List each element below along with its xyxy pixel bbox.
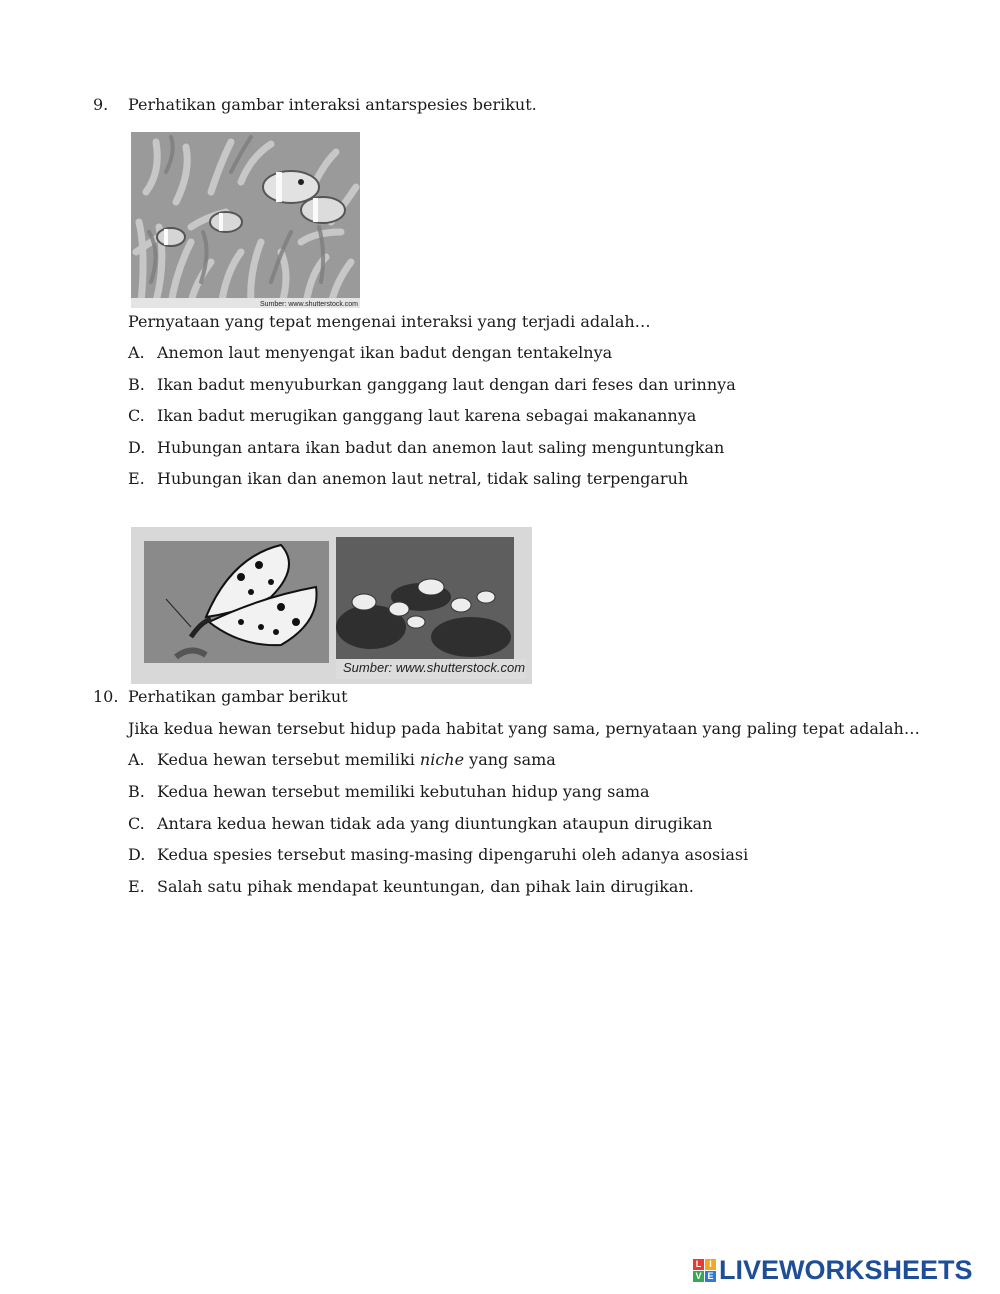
butterfly-termite-photo <box>131 527 532 684</box>
option-letter: E. <box>128 877 145 896</box>
option-text[interactable]: Hubungan ikan dan anemon laut netral, tidak saling terpengaruh <box>157 469 689 488</box>
liveworksheets-logo <box>693 1255 973 1285</box>
option-text[interactable]: Ikan badut merugikan ganggang laut karena sebagai makanannya <box>157 406 697 425</box>
question-prompt: Perhatikan gambar interaksi antarspesies berikut. <box>128 95 537 114</box>
option-text[interactable]: Anemon laut menyengat ikan badut dengan tentakelnya <box>157 343 613 362</box>
question-prompt: Perhatikan gambar berikut <box>128 687 348 706</box>
logo-tile: E <box>705 1271 716 1282</box>
logo-tile: I <box>705 1259 716 1270</box>
question-stem: Jika kedua hewan tersebut hidup pada habitat yang sama, pernyataan yang paling tepat adalah… <box>128 719 920 738</box>
question-number: 9. <box>93 95 109 114</box>
clownfish-anemone-illustration <box>131 132 360 308</box>
logo-tiles <box>693 1259 716 1282</box>
option-letter: C. <box>128 814 145 833</box>
option-letter: D. <box>128 845 146 864</box>
option-text-after: yang sama <box>464 750 556 769</box>
option-letter: A. <box>128 343 145 362</box>
logo-tile: V <box>693 1271 704 1282</box>
option-text[interactable]: Kedua spesies tersebut masing-masing dipengaruhi oleh adanya asosiasi <box>157 845 749 864</box>
option-letter: A. <box>128 750 145 769</box>
question-stem: Pernyataan yang tepat mengenai interaksi yang terjadi adalah… <box>128 312 651 331</box>
option-text[interactable]: Salah satu pihak mendapat keuntungan, dan pihak lain dirugikan. <box>157 877 694 896</box>
logo-text: LIVEWORKSHEETS <box>719 1254 973 1285</box>
option-text[interactable]: Ikan badut menyuburkan ganggang laut dengan dari feses dan urinnya <box>157 375 736 394</box>
option-text[interactable]: Kedua hewan tersebut memiliki kebutuhan hidup yang sama <box>157 782 650 801</box>
option-text[interactable] <box>157 750 556 770</box>
option-text[interactable]: Antara kedua hewan tidak ada yang diuntungkan ataupun dirugikan <box>157 814 713 833</box>
question-number: 10. <box>93 687 119 706</box>
clownfish-anemone-photo <box>131 132 360 308</box>
image-credit: Sumber: www.shutterstock.com <box>259 301 358 308</box>
option-text-italic: niche <box>419 750 465 769</box>
option-letter: B. <box>128 782 145 801</box>
option-text[interactable]: Hubungan antara ikan badut dan anemon laut saling menguntungkan <box>157 438 725 457</box>
option-letter: E. <box>128 469 145 488</box>
image-credit: Sumber: www.shutterstock.com <box>343 660 526 675</box>
option-letter: D. <box>128 438 146 457</box>
option-text-before: Kedua hewan tersebut memiliki <box>157 750 420 769</box>
option-letter: C. <box>128 406 145 425</box>
logo-tile: L <box>693 1259 704 1270</box>
option-letter: B. <box>128 375 145 394</box>
